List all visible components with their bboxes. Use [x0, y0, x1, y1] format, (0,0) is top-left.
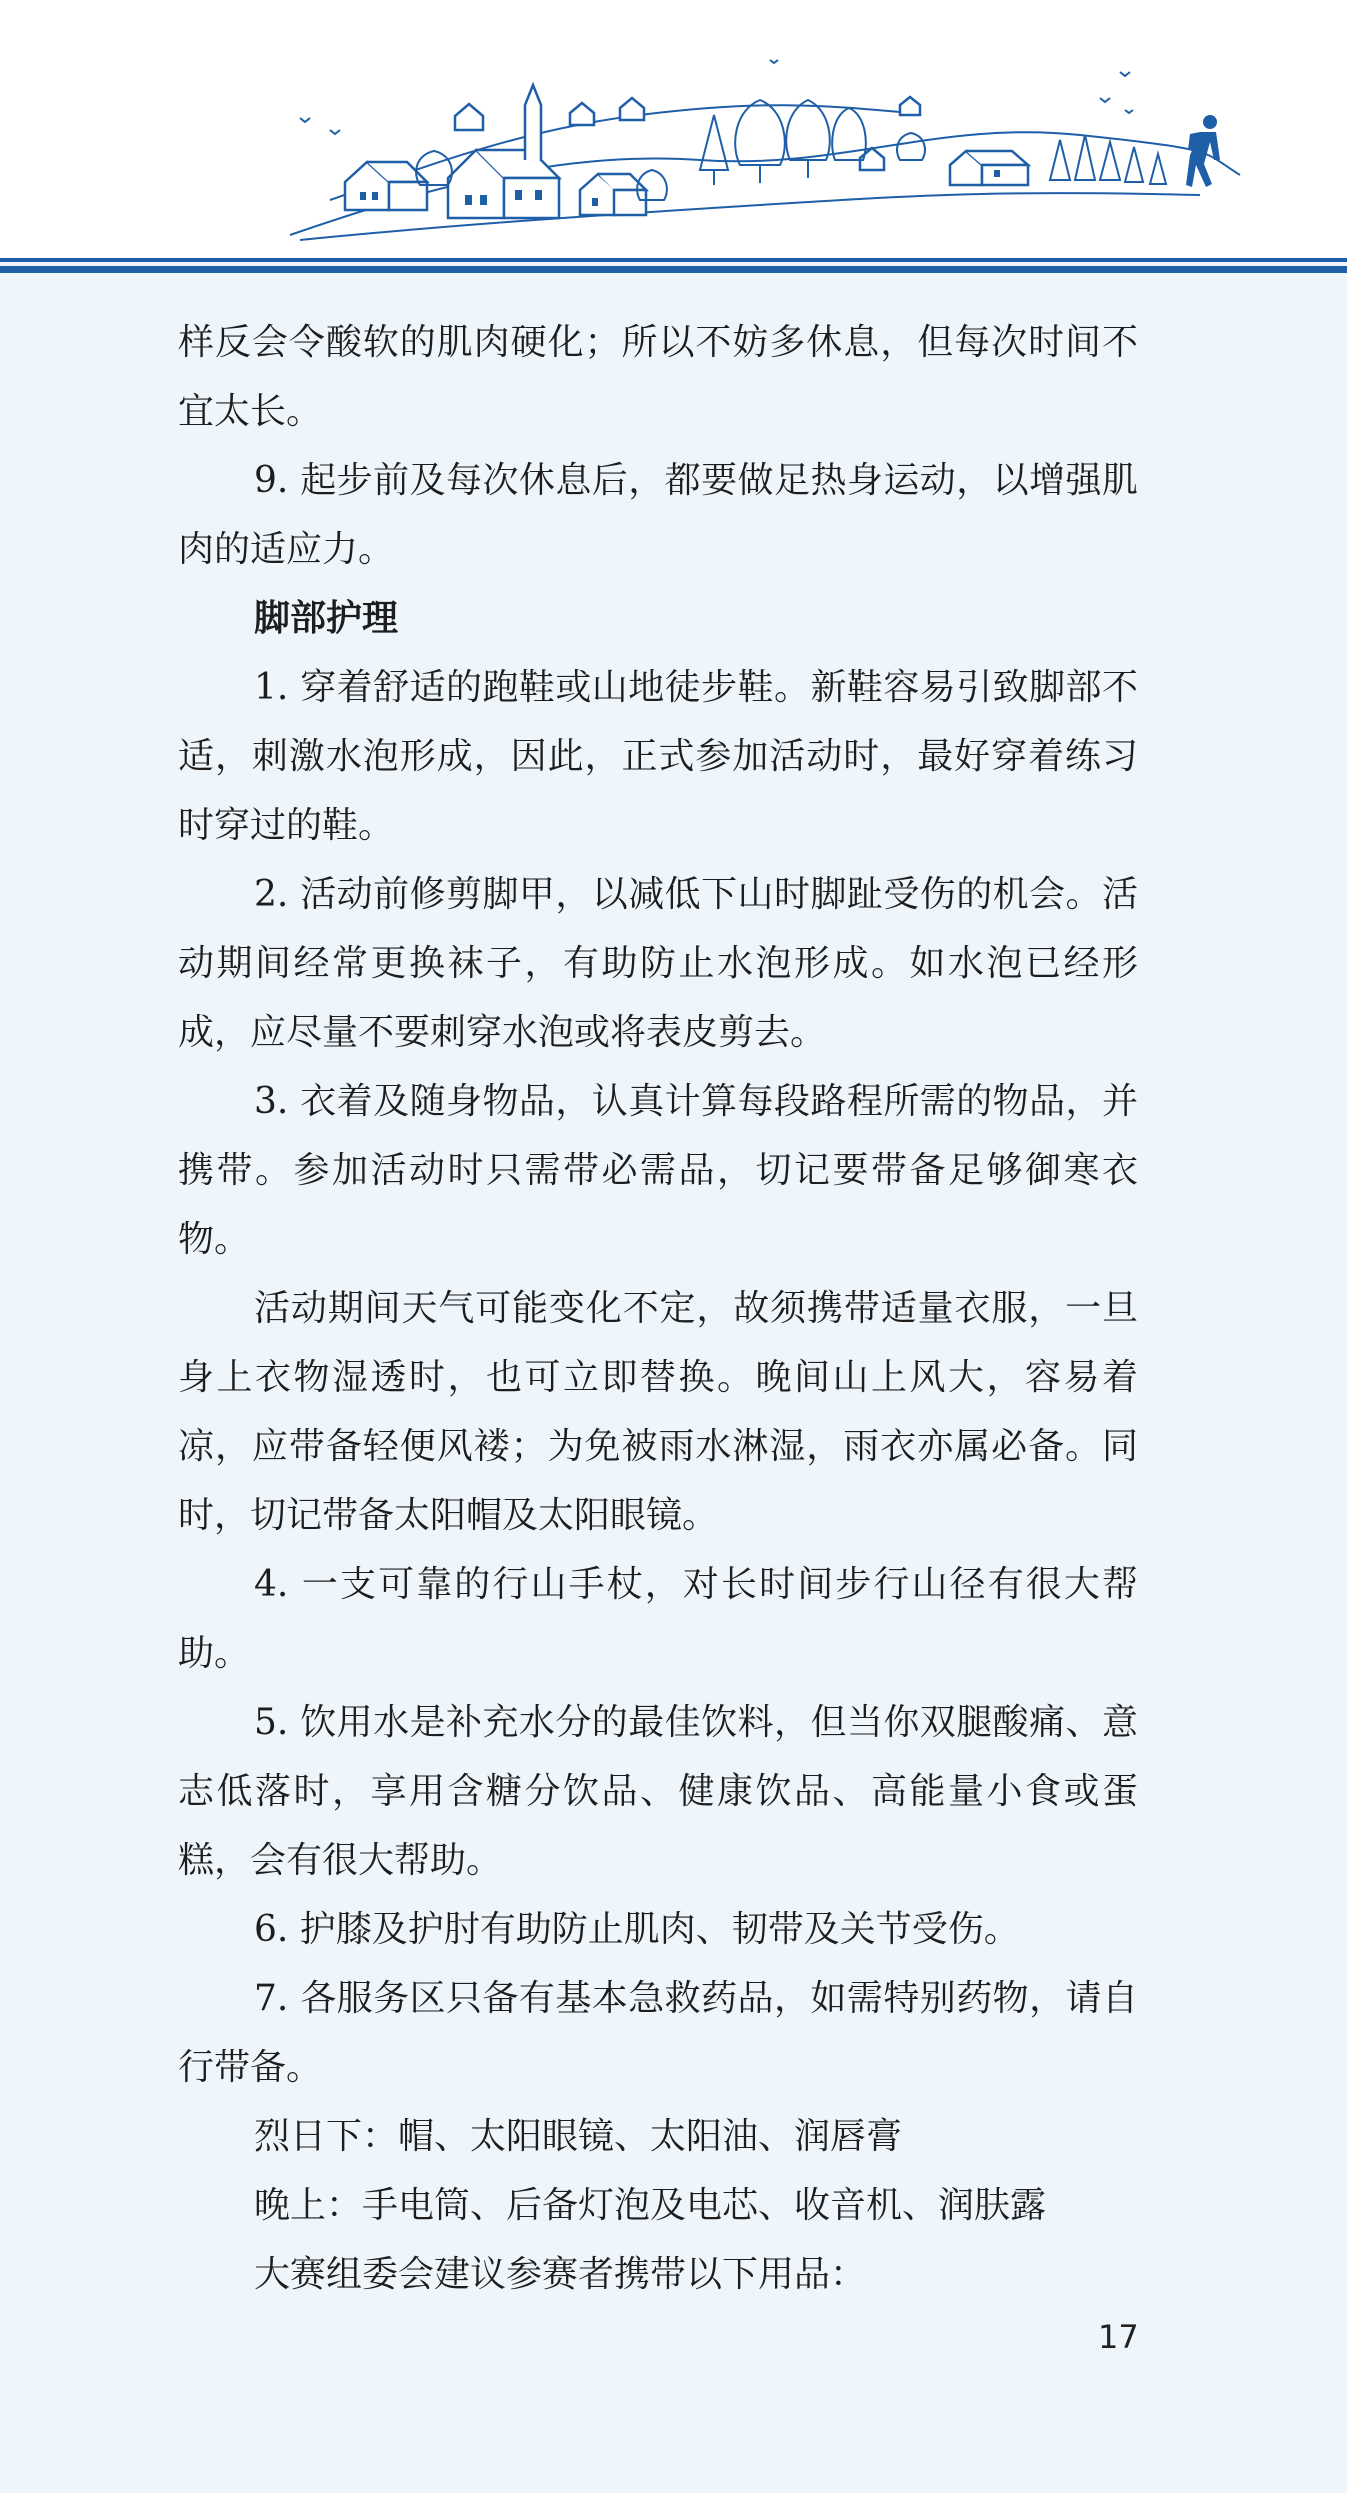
- body-text: [178, 308, 1138, 2309]
- paragraph-item-6: 6. 护膝及护肘有助防止肌肉、韧带及关节受伤。: [254, 1909, 1020, 1950]
- section-heading-foot-care: 脚部护理: [254, 597, 399, 639]
- paragraph-item-7: 7. 各服务区只备有基本急救药品，如需特别药物，请自行带备。: [178, 1978, 1138, 2088]
- paragraph-item-1: 1. 穿着舒适的跑鞋或山地徒步鞋。新鞋容易引致脚部不适，刺激水泡形成，因此，正式参加活动时，最好穿着练习时穿过的鞋。: [178, 667, 1138, 846]
- paragraph-item-4: 4. 一支可靠的行山手杖，对长时间步行山径有很大帮助。: [178, 1564, 1138, 1674]
- paragraph-recommendation: 大赛组委会建议参赛者携带以下用品：: [254, 2254, 867, 2295]
- village-landscape-illustration: [0, 0, 1347, 258]
- paragraph-night-items: 晚上：手电筒、后备灯泡及电芯、收音机、润肤露: [254, 2185, 1047, 2226]
- paragraph-sun-items: 烈日下：帽、太阳眼镜、太阳油、润唇膏: [254, 2116, 903, 2157]
- paragraph-weather: 活动期间天气可能变化不定，故须携带适量衣服，一旦身上衣物湿透时，也可立即替换。晚间山上风大，容易着凉，应带备轻便风褛；为免被雨水淋湿，雨衣亦属必备。同时，切记带备太阳帽及太阳眼镜。: [178, 1288, 1138, 1536]
- header-rule-thin: [0, 258, 1347, 262]
- paragraph-item-3: 3. 衣着及随身物品，认真计算每段路程所需的物品，并携带。参加活动时只需带必需品，切记要带备足够御寒衣物。: [178, 1081, 1138, 1260]
- page-number: 17: [1098, 2318, 1139, 2356]
- page-header: [0, 0, 1347, 258]
- paragraph-item-9: 9. 起步前及每次休息后，都要做足热身运动，以增强肌肉的适应力。: [178, 460, 1138, 570]
- paragraph-item-5: 5. 饮用水是补充水分的最佳饮料，但当你双腿酸痛、意志低落时，享用含糖分饮品、健康饮品、高能量小食或蛋糕，会有很大帮助。: [178, 1702, 1138, 1881]
- paragraph-item-2: 2. 活动前修剪脚甲，以减低下山时脚趾受伤的机会。活动期间经常更换袜子，有助防止水泡形成。如水泡已经形成，应尽量不要刺穿水泡或将表皮剪去。: [178, 874, 1138, 1053]
- hiker-icon: [1186, 115, 1220, 187]
- header-rule-thick: [0, 266, 1347, 273]
- paragraph-continuation: 样反会令酸软的肌肉硬化；所以不妨多休息，但每次时间不宜太长。: [178, 322, 1138, 432]
